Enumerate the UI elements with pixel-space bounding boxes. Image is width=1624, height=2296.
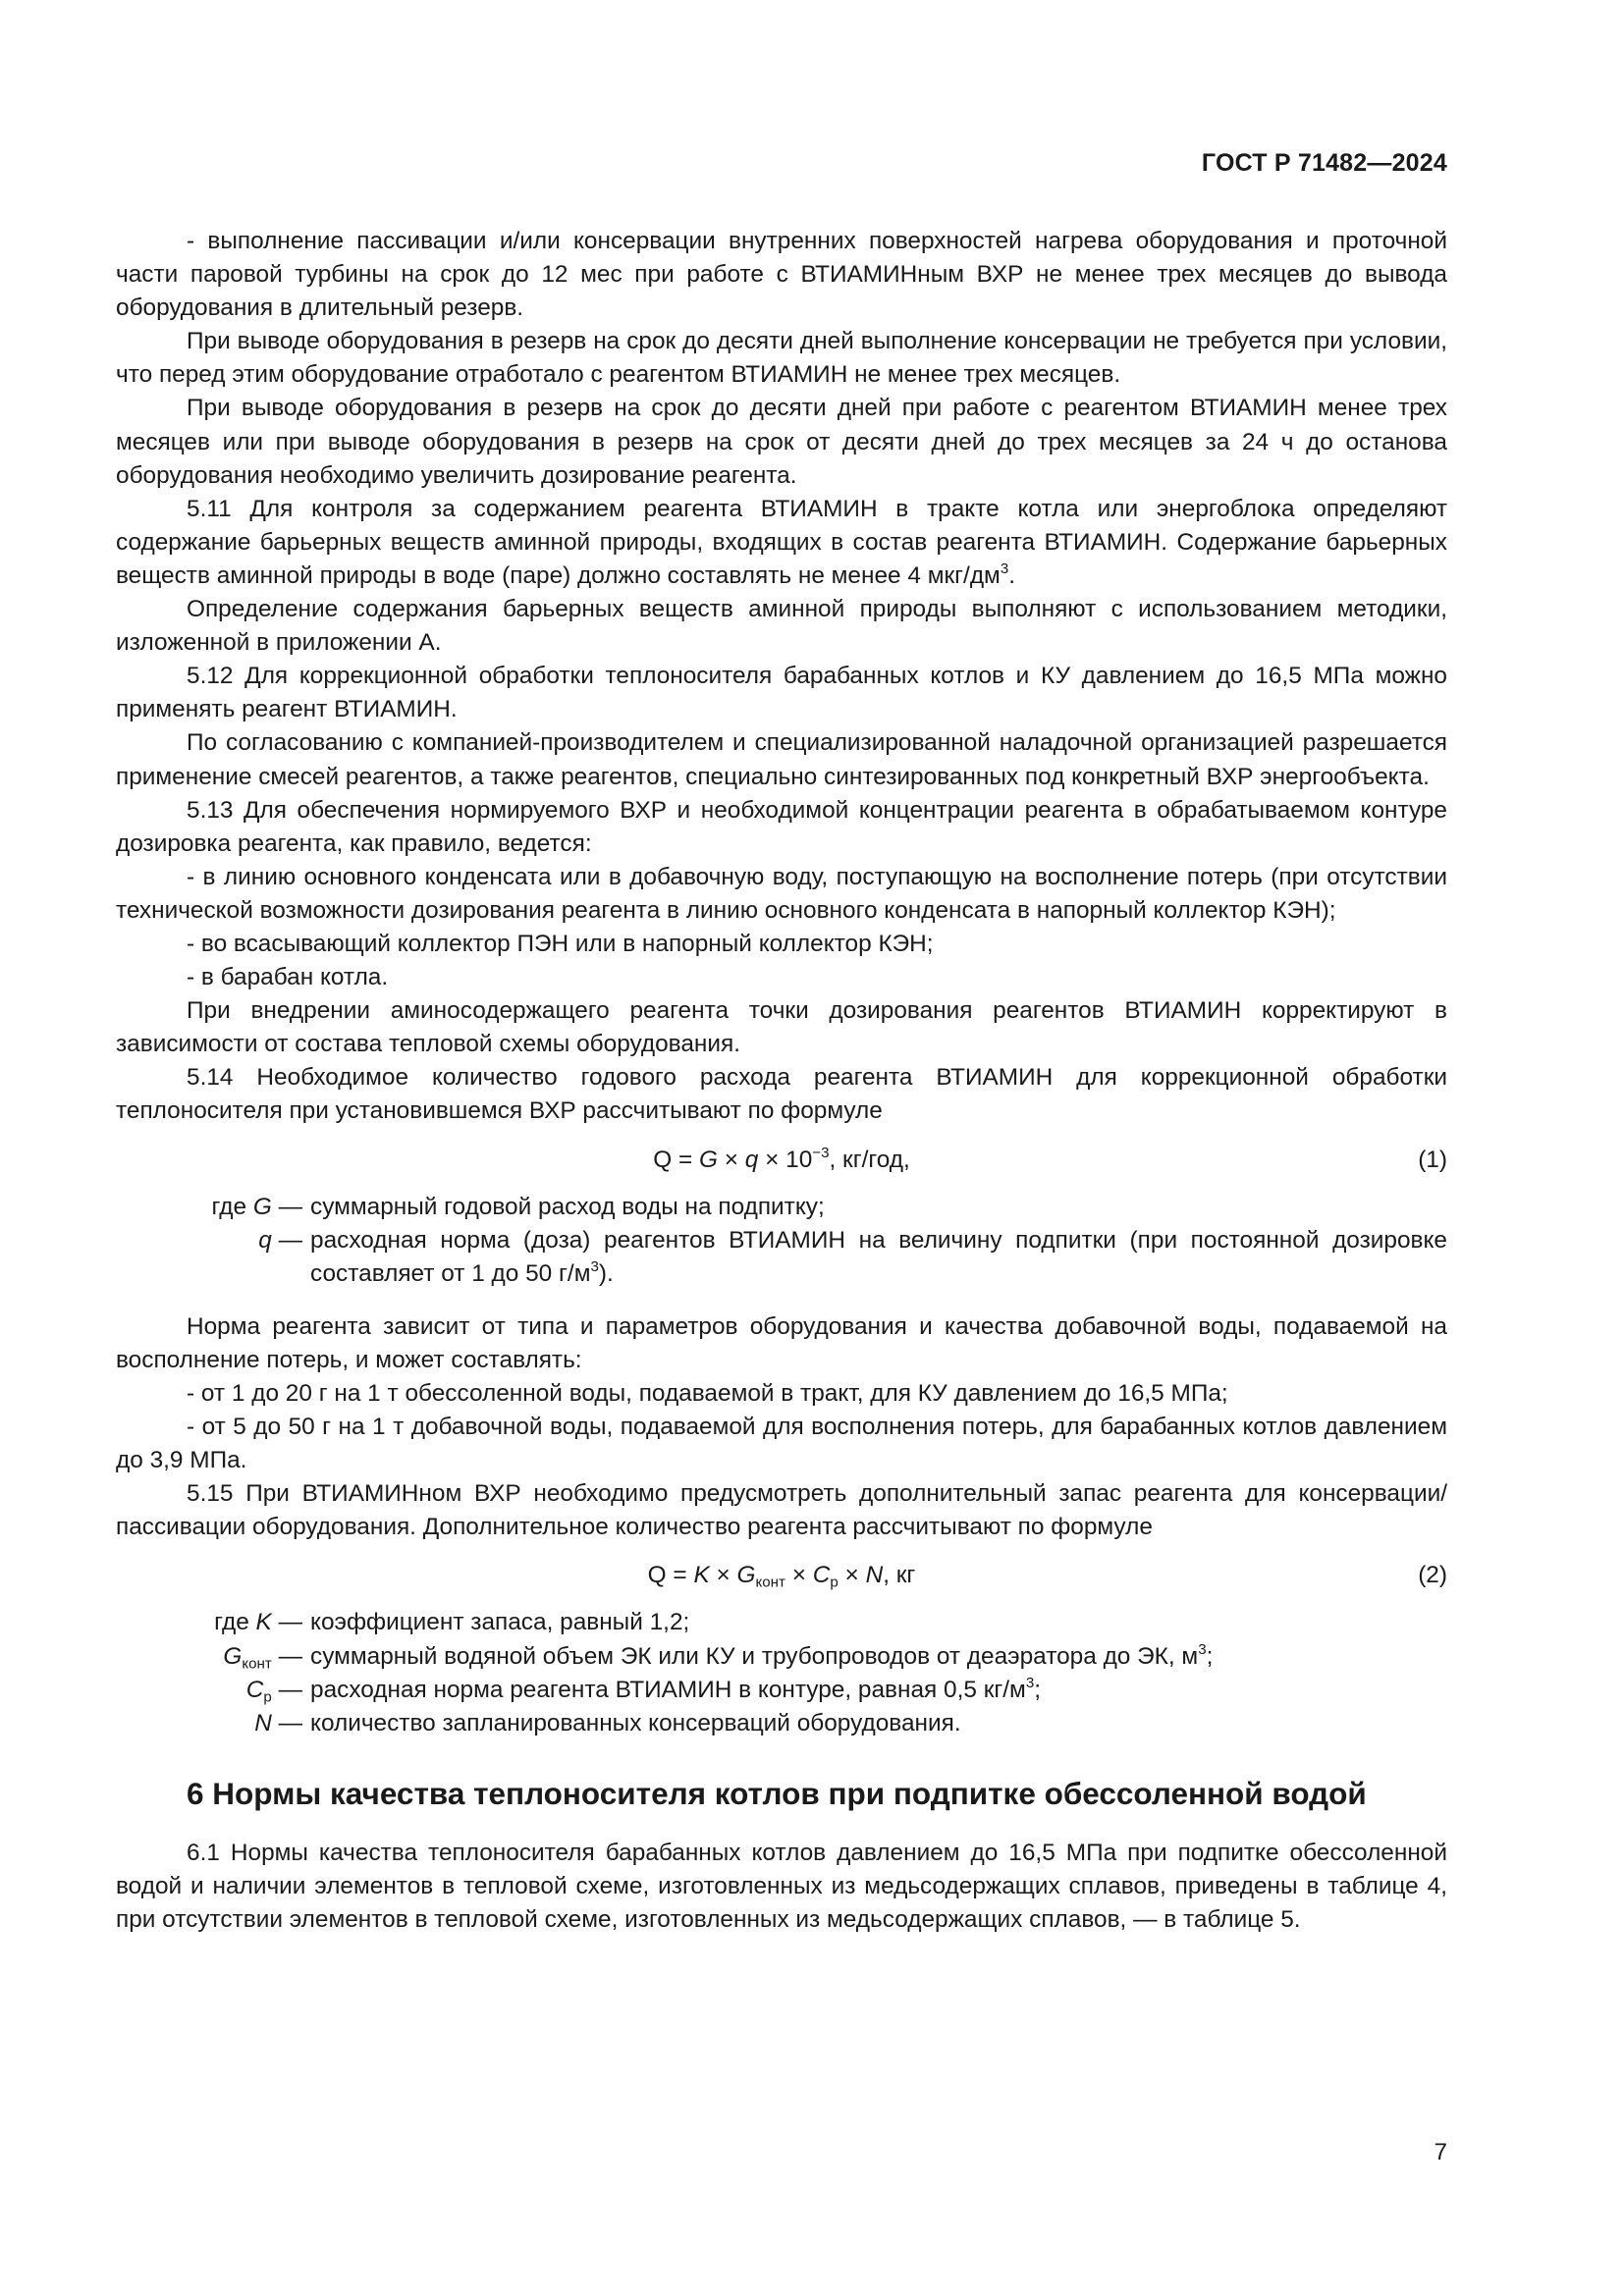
paragraph-5-15: 5.15 При ВТИАМИНном ВХР необходимо предусмотреть дополнительный запас реагента для консервации/пассивации оборудования. Дополнительное количество реагента рассчитывают по формуле xyxy=(116,1480,1447,1541)
paragraph: По согласованию с компанией-производителем и специализированной наладочной организацией разрешается применение смесей реагентов, а также реагентов, специально синтезированных под конкретный ВХР энергообъекта. xyxy=(116,729,1447,790)
paragraph-5-13: 5.13 Для обеспечения нормируемого ВХР и необходимой концентрации реагента в обрабатываемом контуре дозировка реагента, как правило, ведется: xyxy=(116,796,1447,857)
list-item: - от 1 до 20 г на 1 т обессоленной воды, подаваемой в тракт, для КУ давлением до 16,5 МПа; xyxy=(187,1380,1228,1407)
superscript: 3 xyxy=(1000,561,1009,578)
section-6-heading: 6 Нормы качества теплоносителя котлов при подпитке обессоленной водой xyxy=(187,1775,1367,1811)
definition-row: где K — коэффициент запаса, равный 1,2; xyxy=(214,1609,690,1636)
list-item: - в барабан котла. xyxy=(187,964,389,991)
definition-row: $C_р$ — расходная норма реагента ВТИАМИН в контуре, равная 0,5 $кг/м^3$; xyxy=(245,1674,1041,1706)
paragraph-end: . xyxy=(1008,561,1016,589)
paragraph-5-14: 5.14 Необходимое количество годового расхода реагента ВТИАМИН для коррекционной обработки теплоносителя при установившемся ВХР рассчитывают по формуле xyxy=(116,1064,1447,1125)
paragraph-5-12: 5.12 Для коррекционной обработки теплоносителя барабанных котлов и КУ давлением до 16,5 МПа можно применять реагент ВТИАМИН. xyxy=(116,663,1447,723)
definition-row: $G_{конт}$ — суммарный водяной объем ЭК или КУ и трубопроводов от деаэратора до ЭК, $м^3$; xyxy=(223,1640,1214,1673)
document-body xyxy=(116,225,1447,1937)
formula-1-definitions xyxy=(116,1191,1447,1291)
page-number: 7 xyxy=(1434,2139,1447,2165)
definition-row: q — расходная норма (доза) реагентов ВТИАМИН на величину подпитки (при постоянной дозировке составляет от 1 до 50 $г/м^3$). xyxy=(258,1226,1447,1287)
formula-2-expression: $Q = K \times G_{конт} \times C_р \times N$, кг xyxy=(647,1562,916,1591)
paragraph: Определение содержания барьерных веществ аминной природы выполняют с использованием методики, изложенной в приложении А. xyxy=(116,596,1447,657)
formula-1-expression: $Q = G \times q \times 10^{-3}$, кг/год, xyxy=(653,1144,910,1173)
formula-2-number: (2) xyxy=(1418,1562,1447,1589)
paragraph: Норма реагента зависит от типа и параметров оборудования и качества добавочной воды, подаваемой на восполнение потерь, и может составлять: xyxy=(116,1312,1447,1373)
definition-row: где G — суммарный годовой расход воды на подпитку; xyxy=(211,1193,825,1220)
definition-row: N — количество запланированных консерваций оборудования. xyxy=(254,1709,961,1736)
paragraph-5-11 xyxy=(116,493,1447,593)
paragraph-text: 5.11 Для контроля за содержанием реагента ВТИАМИН в тракте котла или энергоблока определяют содержание барьерных веществ аминной природы, входящих в состав реагента ВТИАМИН. Содержание барьерных веществ аминной природы в воде (паре) должно составлять не менее 4 мкг/дм xyxy=(116,495,1447,589)
formula-1-number: (1) xyxy=(1418,1146,1447,1173)
paragraph-6-1: 6.1 Нормы качества теплоносителя барабанных котлов давлением до 16,5 МПа при подпитке обессоленной водой и наличии элементов в тепловой схеме, изготовленных из медьсодержащих сплавов, приведены в таблице 4, при отсутствии элементов в тепловой схеме, изготовленных из медьсодержащих сплавов, — в таблице 5. xyxy=(116,1839,1447,1934)
paragraph: При выводе оборудования в резерв на срок до десяти дней при работе с реагентом ВТИАМИН менее трех месяцев или при выводе оборудования в резерв на срок от десяти дней до трех месяцев за 24 ч до останова оборудования необходимо увеличить дозирование реагента. xyxy=(116,395,1447,489)
formula-1 xyxy=(116,1144,1447,1177)
formula-2-definitions xyxy=(116,1606,1447,1739)
paragraph: При внедрении аминосодержащего реагента точки дозирования реагентов ВТИАМИН корректируют в зависимости от состава тепловой схемы оборудования. xyxy=(116,997,1447,1058)
paragraph: При выводе оборудования в резерв на срок до десяти дней выполнение консервации не требуется при условии, что перед этим оборудование отработало с реагентом ВТИАМИН не менее трех месяцев. xyxy=(116,328,1447,389)
list-item: - в линию основного конденсата или в добавочную воду, поступающую на восполнение потерь (при отсутствии технической возможности дозирования реагента в линию основного конденсата в напорный коллектор КЭН); xyxy=(116,863,1447,924)
formula-2 xyxy=(116,1559,1447,1592)
list-item: - от 5 до 50 г на 1 т добавочной воды, подаваемой для восполнения потерь, для барабанных котлов давлением до 3,9 МПа. xyxy=(116,1414,1447,1474)
paragraph: - выполнение пассивации и/или консервации внутренних поверхностей нагрева оборудования и проточной части паровой турбины на срок до 12 мес при работе с ВТИАМИНным ВХР не менее трех месяцев до вывода оборудования в длительный резерв. xyxy=(116,228,1447,322)
document-code: ГОСТ Р 71482—2024 xyxy=(1201,149,1447,177)
list-item: - во всасывающий коллектор ПЭН или в напорный коллектор КЭН; xyxy=(187,930,934,957)
